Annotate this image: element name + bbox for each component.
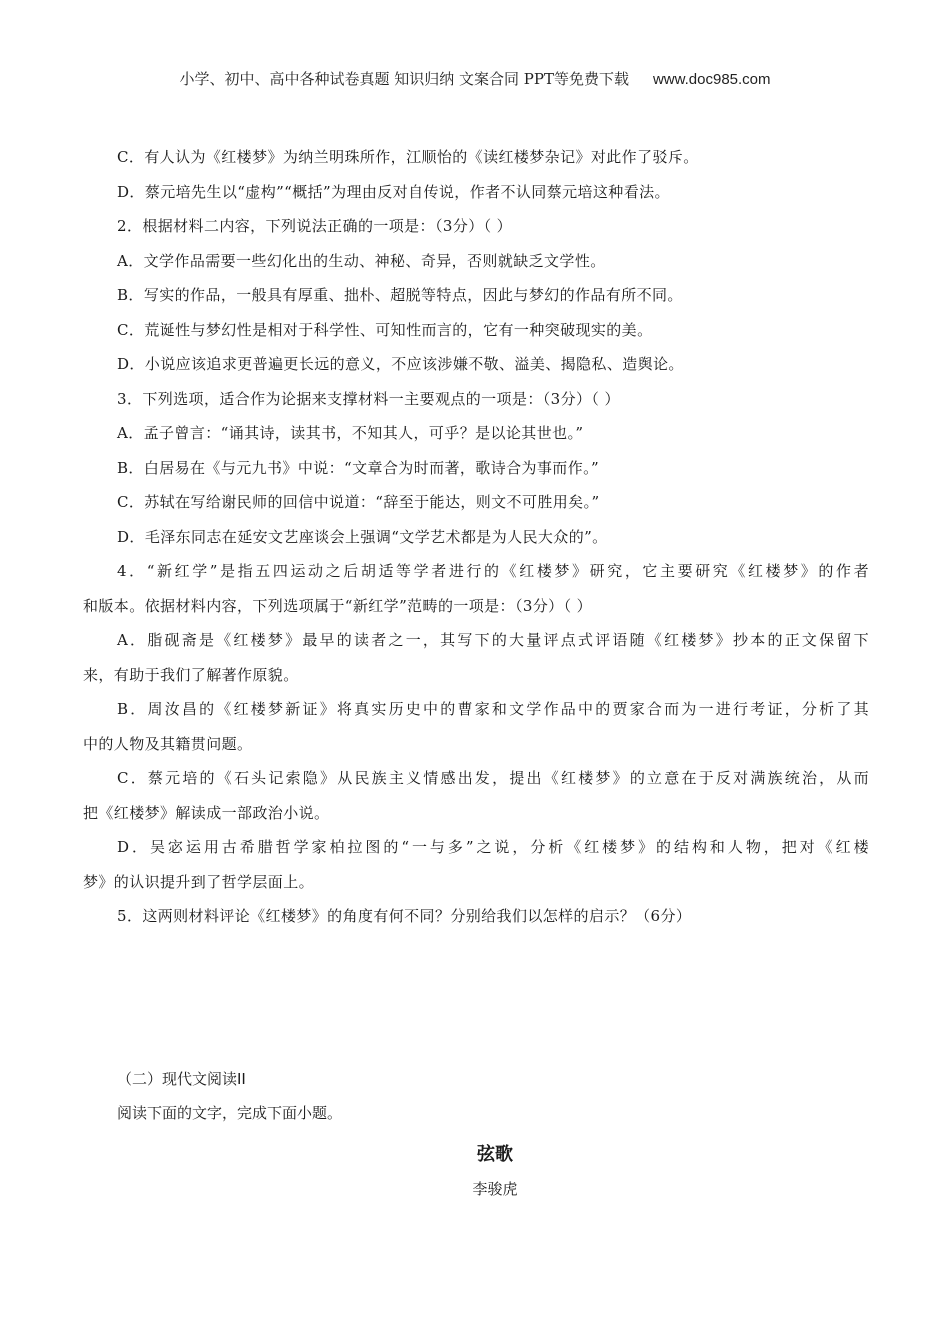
q5-stem: 5．这两则材料评论《红楼梦》的角度有何不同？分别给我们以怎样的启示？（6分） [117,907,692,925]
q4-option-b-line1: B．周汝昌的《红楼梦新证》将真实历史中的曹家和文学作品中的贾家合而为一进行考证，分析了其 [117,700,869,718]
q1-option-d: D．蔡元培先生以“虚构”“概括”为理由反对自传说，作者不认同蔡元培这种看法。 [117,182,670,201]
q4-stem-line1: 4．“新红学”是指五四运动之后胡适等学者进行的《红楼梦》研究，它主要研究《红楼梦》的作者 [117,562,869,580]
article-author: 李骏虎 [472,1180,518,1198]
q4-option-b-line2: 中的人物及其籍贯问题。 [83,734,253,753]
q4-option-c-line2: 把《红楼梦》解读成一部政治小说。 [83,803,330,822]
section-heading: （二）现代文阅读II [117,1070,246,1088]
reading-instruction: 阅读下面的文字，完成下面小题。 [117,1104,343,1122]
q4-option-a-line1: A．脂砚斋是《红楼梦》最早的读者之一，其写下的大量评点式评语随《红楼梦》抄本的正文保留下 [117,631,869,649]
header-text: 小学、初中、高中各种试卷真题 知识归纳 文案合同 PPT等免费下载 [179,70,629,88]
questions-body [83,140,869,934]
q4-option-d-line2: 梦》的认识提升到了哲学层面上。 [83,872,315,891]
q3-option-a: A．孟子曾言：“诵其诗，读其书，不知其人，可乎？是以论其世也。” [117,424,584,442]
header-site-url: www.doc985.com [652,71,771,88]
q4-option-d-line1: D．吴宓运用古希腊哲学家柏拉图的“一与多”之说，分析《红楼梦》的结构和人物，把对《红楼 [117,838,869,856]
q2-option-d: D．小说应该追求更普遍更长远的意义，不应该涉嫌不敬、溢美、揭隐私、造舆论。 [117,355,684,373]
article-title: 弦歌 [477,1144,513,1165]
q2-option-b: B．写实的作品，一般具有厚重、拙朴、超脱等特点，因此与梦幻的作品有所不同。 [117,286,683,304]
q2-option-a: A．文学作品需要一些幻化出的生动、神秘、奇异，否则就缺乏文学性。 [117,251,606,270]
q4-option-c-line1: C．蔡元培的《石头记索隐》从民族主义情感出发，提出《红楼梦》的立意在于反对满族统治，从而 [117,769,869,787]
q2-option-c: C．荒诞性与梦幻性是相对于科学性、可知性而言的，它有一种突破现实的美。 [117,320,653,339]
q3-option-b: B．白居易在《与元九书》中说：“文章合为时而著，歌诗合为事而作。” [117,458,600,477]
q4-option-a-line2: 来，有助于我们了解著作原貌。 [83,665,299,684]
q3-option-c: C．苏轼在写给谢民师的回信中说道：“辞至于能达，则文不可胜用矣。” [117,493,600,511]
q4-stem-line2: 和版本。依据材料内容，下列选项属于“新红学”范畴的一项是：（3分）（ ） [83,596,593,615]
page-header [0,68,950,89]
q1-option-c: C．有人认为《红楼梦》为纳兰明珠所作，江顺怡的《读红楼梦杂记》对此作了驳斥。 [117,148,699,166]
q3-option-d: D．毛泽东同志在延安文艺座谈会上强调“文学艺术都是为人民大众的”。 [117,527,608,546]
q2-stem: 2．根据材料二内容，下列说法正确的一项是：（3分）（ ） [117,217,513,235]
q3-stem: 3．下列选项，适合作为论据来支撑材料一主要观点的一项是：（3分）（ ） [117,389,620,408]
